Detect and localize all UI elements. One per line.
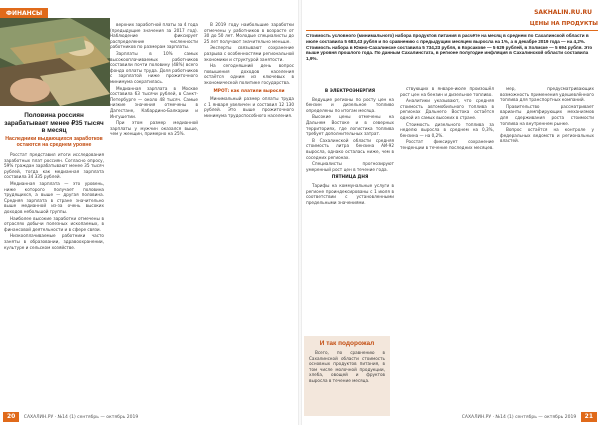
paragraph: ствующих в январе-июле произошёл рост цен на бензин и дизельное топливо. bbox=[400, 86, 494, 97]
footer-text: САХАЛИН.РУ · №14 (1) сентябрь — октябрь 2019 bbox=[23, 415, 139, 420]
paragraph: Эксперты связывают сохранение разрыва с особенностями региональной экономики и структурой занятости. bbox=[204, 45, 294, 62]
paragraph: Минимальный размер оплаты труда с 1 января увеличен и составил 12 130 рублей. Это выше прожиточного минимума трудоспособного населения. bbox=[204, 96, 294, 118]
paragraph: При этом размер медианной зарплаты у мужчин оказался выше, чем у женщин, примерно на 25%. bbox=[110, 120, 198, 137]
column-4 bbox=[306, 86, 394, 334]
page-number: 20 bbox=[3, 412, 19, 422]
paragraph: Специалисты прогнозируют умеренный рост цен в течение года. bbox=[306, 161, 394, 172]
column-2 bbox=[110, 22, 198, 407]
paragraph: Правительство рассматривает варианты демпфирующих механизмов для сдерживания роста стоимости топлива на внутреннем рынке. bbox=[500, 103, 594, 126]
paragraph: Высокие цены отмечены на Дальнем Востоке и в северных территориях, где логистика топлива требует дополнительных затрат. bbox=[306, 114, 394, 137]
sidebar-title: И так подорожал bbox=[319, 340, 375, 347]
page-gutter bbox=[298, 0, 302, 425]
price-box-text: Стоимость условного (минимального) набора продуктов питания в расчёте на месяц в среднем по Сахалинской области в июле составила 5 683,43 рубля и по сравнению с предыдущим месяцем выросла на 1%, а в декабре 2019 года — на 4,2%. Стоимость набора в Южно-Сахалинске составила 5 734,23 рубля, в Корсакове — 5 629 рублей, в Холмске — 5 694 рубля. Это выше уровня прошлого года. По данным Сахалинстата, в регионе полугодие инфляция в Сахалинской области составила 1,9%. bbox=[306, 33, 593, 62]
paragraph: Аналитики указывают, что средняя стоимость автомобильного топлива в регионах Дальнего Востока остаётся одной из самых высоких в стране. bbox=[400, 98, 494, 120]
column-subheading: ПЯТНИЦА ДНЯ bbox=[331, 175, 369, 181]
footer-left bbox=[0, 412, 138, 422]
paragraph: В 2019 году наибольшие заработки отмечены у работников в возрасте от 30 до 50 лет. Молодые специалисты до 25 лет получают значительно меньше. bbox=[204, 22, 294, 44]
paragraph: На сегодняшний день вопрос повышения доходов населения остаётся одним из ключевых в экономической политике государства. bbox=[204, 63, 294, 85]
paragraph: Росстат представил итоги исследования заработных плат россиян. Согласно опросу, 59% граждан зарабатывают менее 35 тысяч рублей, тогда как медианная зарплата составила 34 335 рублей. bbox=[4, 152, 104, 180]
site-tag: SAKHALIN.RU.RU bbox=[534, 9, 592, 16]
paragraph: верхних заработной платы за 4 года (предыдущие значения за 2017 год). Наблюдение фиксирует распределение численности работников по размерам зарплаты. bbox=[110, 22, 198, 50]
price-box-label: ЦЕНЫ НА ПРОДУКТЫ bbox=[529, 21, 598, 27]
paragraph: Наиболее высокие заработки отмечены в отраслях добычи полезных ископаемых, в финансовой деятельности и в сфере связи. bbox=[4, 215, 104, 232]
footer-text: САХАЛИН.РУ · №14 (1) сентябрь — октябрь 2019 bbox=[461, 415, 577, 420]
sidebar-text bbox=[309, 350, 385, 385]
page-number: 21 bbox=[581, 412, 597, 422]
paragraph: Тарифы на коммунальные услуги в регионе проиндексированы с 1 июля в соответствии с установленными предельными значениями. bbox=[306, 182, 394, 205]
lead-subtitle: Наследники выдающихся заработков остаются на среднем уровне bbox=[5, 136, 103, 149]
paragraph: Всего, по сравнению в Сахалинской области стоимость основных продуктов питания, в том числе молочной продукции, хлеба, овощей и фруктов выросла в течение месяца. bbox=[309, 350, 385, 383]
paragraph: Вопрос остаётся на контроле у федеральных ведомств и региональных властей. bbox=[500, 127, 594, 144]
paragraph: Ведущие регионы по росту цен на бензин и дизельное топливо определены по итогам месяца. bbox=[306, 96, 394, 113]
column-subheading: МРОТ: как платили выросли bbox=[213, 88, 285, 94]
column-1 bbox=[4, 152, 104, 407]
column-5 bbox=[400, 86, 494, 407]
column-subheading: В ЭЛЕКТРОЭНЕРГИЯ bbox=[324, 89, 376, 94]
money-photo bbox=[0, 18, 110, 106]
paragraph: Низкооплачиваемые работники часто заняты в образовании, здравоохранении, культуре и сельском хозяйстве. bbox=[4, 233, 104, 250]
paragraph: Зарплаты в 10% самых высокооплачиваемых работников составили почти половину (48%) всего фонда оплаты труда. Доля работников с зарплатой ниже прожиточного минимума сократилась. bbox=[110, 50, 198, 84]
footer-right bbox=[462, 412, 600, 422]
section-tag: ФИНАНСЫ bbox=[0, 8, 48, 18]
paragraph: Росстат фиксирует сохранение тенденции в течение последних месяцев. bbox=[400, 139, 494, 150]
paragraph: В Сахалинской области средняя стоимость литра бензина АИ-92 выросла, однако осталась ниже, чем в соседних регионах. bbox=[306, 137, 394, 160]
paragraph: Медианная зарплата — это уровень, ниже которого получает половина трудящихся, а выше — другая половина. Средняя зарплата в стране значительно выше медианной из-за очень высоких доходов небольшой группы. bbox=[4, 180, 104, 214]
column-3 bbox=[204, 22, 294, 407]
sidebar-box bbox=[304, 336, 390, 416]
column-6 bbox=[500, 86, 594, 407]
paragraph: Медианная зарплата в Москве составила 63 тысячи рублей, в Санкт-Петербурге — около 48 тысяч. Самые низкие значения отмечены в Дагестане, Кабардино-Балкарии и Ингушетии. bbox=[110, 85, 198, 119]
price-box-rule bbox=[306, 21, 598, 31]
lead-title: Половина россиян зарабатывает менее ₽35 тысяч в месяц bbox=[4, 112, 104, 135]
paragraph: мер, предусматривающих возможность применения удешевлённого топлива для транспортных компаний. bbox=[500, 86, 594, 103]
paragraph: Стоимость дизельного топлива за неделю выросла в среднем на 0,3%, бензина — на 0,2%. bbox=[400, 121, 494, 138]
